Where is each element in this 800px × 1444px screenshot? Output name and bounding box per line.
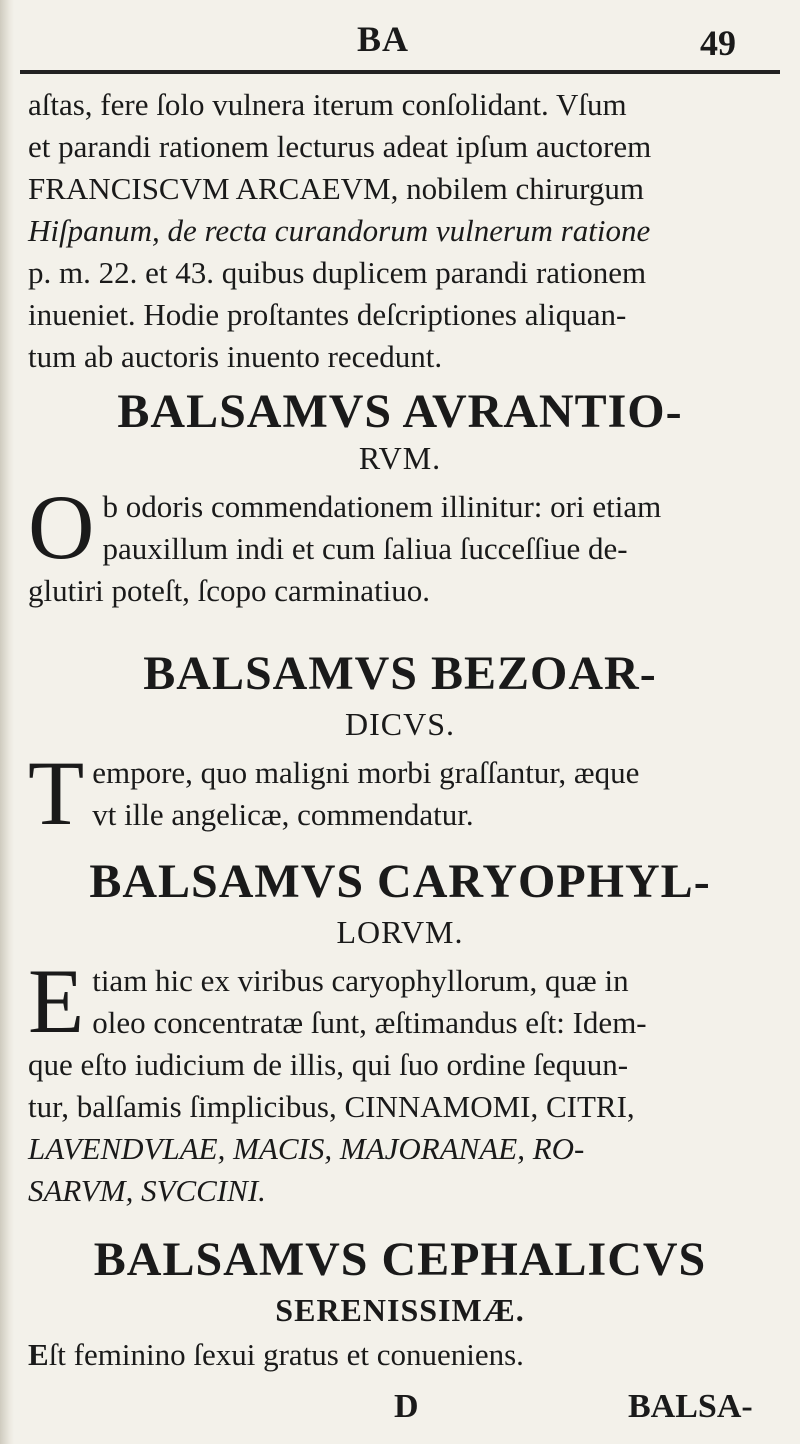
text-line: aſtas, fere ſolo vulnera iterum conſolidant. Vſum bbox=[28, 87, 627, 122]
text-line-content: ſt feminino ſexui gratus et conueniens. bbox=[48, 1337, 524, 1372]
intro-paragraph bbox=[28, 84, 780, 378]
running-head-title: BA bbox=[357, 19, 410, 59]
section-body bbox=[28, 1334, 780, 1376]
text-line bbox=[28, 1334, 780, 1376]
text-line: empore, quo maligni morbi graſſantur, æque bbox=[92, 755, 640, 790]
section-body bbox=[28, 476, 780, 612]
text-line: que eſto iudicium de illis, qui ſuo ordine ſequun- bbox=[28, 1047, 629, 1082]
drop-cap: E bbox=[28, 1337, 49, 1372]
text-line: glutiri poteſt, ſcopo carminatiuo. bbox=[28, 573, 431, 608]
drop-cap: O bbox=[28, 476, 95, 578]
header-rule bbox=[20, 70, 780, 74]
drop-cap: T bbox=[28, 742, 85, 844]
section-body bbox=[28, 742, 780, 844]
section-subheading: DICVS. bbox=[344, 706, 455, 742]
page-number: 49 bbox=[700, 23, 736, 63]
running-head bbox=[0, 18, 800, 68]
section-subheading: SERENISSIMÆ. bbox=[275, 1292, 525, 1328]
text-line: oleo concentratæ ſunt, æſtimandus eſt: Idem- bbox=[92, 1005, 647, 1040]
section-subheading: RVM. bbox=[358, 440, 442, 476]
text-line: inueniet. Hodie proſtantes deſcriptiones aliquan- bbox=[28, 297, 627, 332]
text-line: FRANCISCVM ARCAEVM, nobilem chirurgum bbox=[28, 171, 645, 206]
drop-cap: E bbox=[28, 950, 85, 1052]
section-heading: BALSAMVS CEPHALICVS bbox=[93, 1233, 707, 1286]
text-line: et parandi rationem lecturus adeat ipſum auctorem bbox=[28, 129, 652, 164]
section-body bbox=[28, 950, 780, 1212]
text-line: p. m. 22. et 43. quibus duplicem parandi rationem bbox=[28, 255, 647, 290]
text-line: b odoris commendationem illinitur: ori etiam bbox=[102, 489, 662, 524]
text-line: LAVENDVLAE, MACIS, MAJORANAE, RO- bbox=[28, 1131, 585, 1166]
section-subheading: LORVM. bbox=[336, 914, 464, 950]
text-line: tiam hic ex viribus caryophyllorum, quæ in bbox=[92, 963, 629, 998]
text-line: tur, balſamis ſimplicibus, CINNAMOMI, CITRI, bbox=[28, 1089, 635, 1124]
text-line: vt ille angelicæ, commendatur. bbox=[92, 797, 474, 832]
text-line: tum ab auctoris inuento recedunt. bbox=[28, 339, 443, 374]
section-heading: BALSAMVS BEZOAR- bbox=[143, 647, 657, 700]
text-line: Hiſpanum, de recta curandorum vulnerum ratione bbox=[28, 213, 651, 248]
signature-mark: D bbox=[394, 1388, 419, 1425]
section-heading: BALSAMVS AVRANTIO- bbox=[117, 385, 683, 438]
catchword: BALSA- bbox=[628, 1388, 753, 1425]
text-line: SARVM, SVCCINI. bbox=[28, 1173, 266, 1208]
text-line: pauxillum indi et cum ſaliua ſucceſſiue de- bbox=[102, 531, 628, 566]
section-heading: BALSAMVS CARYOPHYL- bbox=[89, 855, 711, 908]
